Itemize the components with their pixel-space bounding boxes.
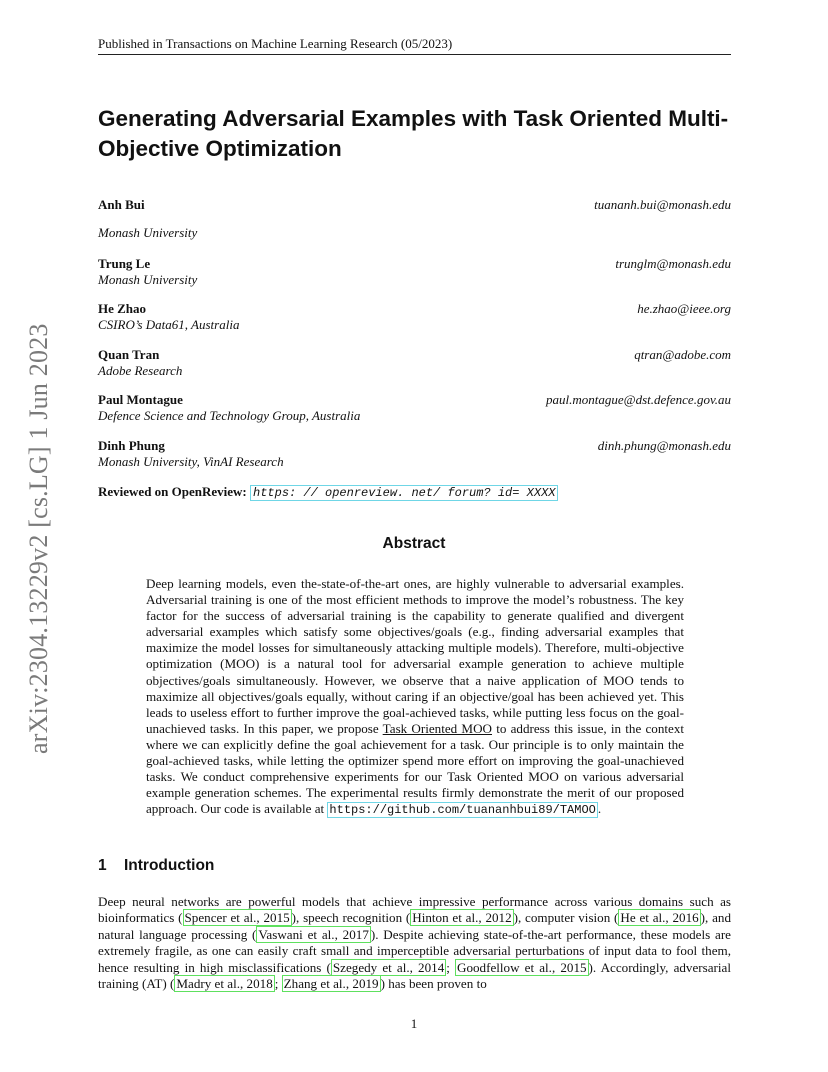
author-email[interactable]: qtran@adobe.com	[634, 347, 731, 362]
author-name: Anh Bui	[98, 197, 145, 212]
citation-link[interactable]: Spencer et al., 2015	[184, 910, 290, 926]
intro-paragraph	[98, 894, 731, 992]
paper-title: Generating Adversarial Examples with Task Oriented Multi-Objective Optimization	[98, 106, 729, 161]
running-head: Published in Transactions on Machine Learning Research (05/2023)	[98, 36, 453, 51]
intro-text: ) has been proven to	[380, 976, 487, 992]
task-oriented-moo-link[interactable]: Task Oriented MOO	[382, 720, 492, 736]
author-email[interactable]: trunglm@monash.edu	[615, 256, 731, 271]
author-name: He Zhao	[98, 301, 147, 316]
intro-text: ;	[446, 959, 455, 975]
section-title: Introduction	[124, 857, 215, 874]
author-block	[98, 347, 731, 379]
author-affiliation: Monash University, VinAI Research	[98, 454, 284, 469]
citation-link[interactable]: Vaswani et al., 2017	[258, 926, 369, 942]
author-affiliation: Monash University	[98, 225, 198, 240]
intro-text: ), computer vision (	[513, 910, 619, 926]
author-name: Trung Le	[98, 256, 151, 271]
author-email[interactable]: he.zhao@ieee.org	[637, 301, 731, 316]
section-heading	[98, 857, 214, 875]
author-name: Dinh Phung	[98, 438, 165, 453]
author-block	[98, 256, 731, 288]
citation-link[interactable]: Szegedy et al., 2014	[332, 959, 445, 975]
intro-text: Deep neural networks are powerful models that achieve impressive performance across various domains such as bioinformatics (	[98, 894, 731, 926]
author-name: Paul Montague	[98, 392, 183, 407]
author-affiliation: Monash University	[98, 272, 198, 287]
intro-text: ), and natural language processing (	[98, 910, 731, 942]
abstract-text: to address this issue, in the context where we can explicitly define the goal achievement for a task. Our principle is to only maintain the goal-achieved tasks, while letting the optimizer spend more effort on improving the goal-unachieved tasks. We conduct comprehensive experiments for our Task Oriented MOO on various adversarial example generation schemes. The experimental results firmly demonstrate the merit of our proposed approach. Our code is available at	[146, 720, 685, 817]
page-number: 1	[410, 1016, 418, 1031]
intro-text: ). Despite achieving state-of-the-art performance, these models are extremely fragile, as one can easily craft small and imperceptible adversarial perturbations of input data to fool them, hence resulting in high misclassifications (	[98, 926, 731, 975]
abstract-text: .	[597, 801, 602, 817]
header-rule	[98, 54, 731, 55]
author-email[interactable]: paul.montague@dst.defence.gov.au	[545, 392, 731, 407]
abstract-body	[146, 576, 684, 818]
intro-text: ;	[274, 976, 282, 992]
section-number: 1	[98, 857, 107, 874]
citation-link[interactable]: He et al., 2016	[620, 910, 699, 926]
author-block	[98, 197, 731, 241]
citation-link[interactable]: Madry et al., 2018	[176, 976, 273, 992]
author-email[interactable]: tuananh.bui@monash.edu	[594, 197, 731, 212]
abstract-text: Deep learning models, even the-state-of-the-art ones, are highly vulnerable to adversarial examples. Adversarial training is one of the most efficient methods to improve the model’s robustness. The key factor for the success of adversarial training is the capability to generate qualified and divergent adversarial examples which satisfy some objectives/goals (e.g., finding adversarial examples that maximize the model losses for simultaneously attacking multiple models). Therefore, multi-objective optimization (MOO) is a natural tool for adversarial example generation to achieve multiple objectives/goals simultaneously. However, we observe that a naive application of MOO tends to maximize all objectives/goals equally, without caring if an objective/goal has been achieved yet. This leads to useless effort to further improve the goal-achieved tasks, while putting less focus on the goal-unachieved tasks. In this paper, we propose	[146, 576, 684, 736]
author-block	[98, 392, 731, 424]
author-name: Quan Tran	[98, 347, 160, 362]
intro-text: ), speech recognition (	[291, 910, 411, 926]
reviewed-line	[98, 484, 558, 500]
reviewed-label: Reviewed on OpenReview:	[98, 484, 247, 499]
code-url-link[interactable]: https://github.com/tuananhbui89/TAMOO	[329, 803, 596, 818]
citation-link[interactable]: Hinton et al., 2012	[412, 910, 512, 926]
author-affiliation: CSIRO’s Data61, Australia	[98, 317, 240, 332]
citation-link[interactable]: Goodfellow et al., 2015	[457, 959, 587, 975]
arxiv-identifier: arXiv:2304.13229v2 [cs.LG] 1 Jun 2023	[24, 323, 53, 754]
abstract-heading: Abstract	[382, 535, 446, 552]
author-affiliation: Adobe Research	[98, 363, 183, 378]
author-affiliation: Defence Science and Technology Group, Australia	[98, 408, 361, 423]
author-block	[98, 301, 731, 333]
intro-text: ). Accordingly, adversarial training (AT) (	[98, 959, 731, 992]
author-block	[98, 438, 731, 470]
citation-link[interactable]: Zhang et al., 2019	[283, 976, 379, 992]
openreview-link[interactable]: https: // openreview. net/ forum? id= XXXX	[250, 485, 558, 501]
author-email[interactable]: dinh.phung@monash.edu	[597, 438, 731, 453]
